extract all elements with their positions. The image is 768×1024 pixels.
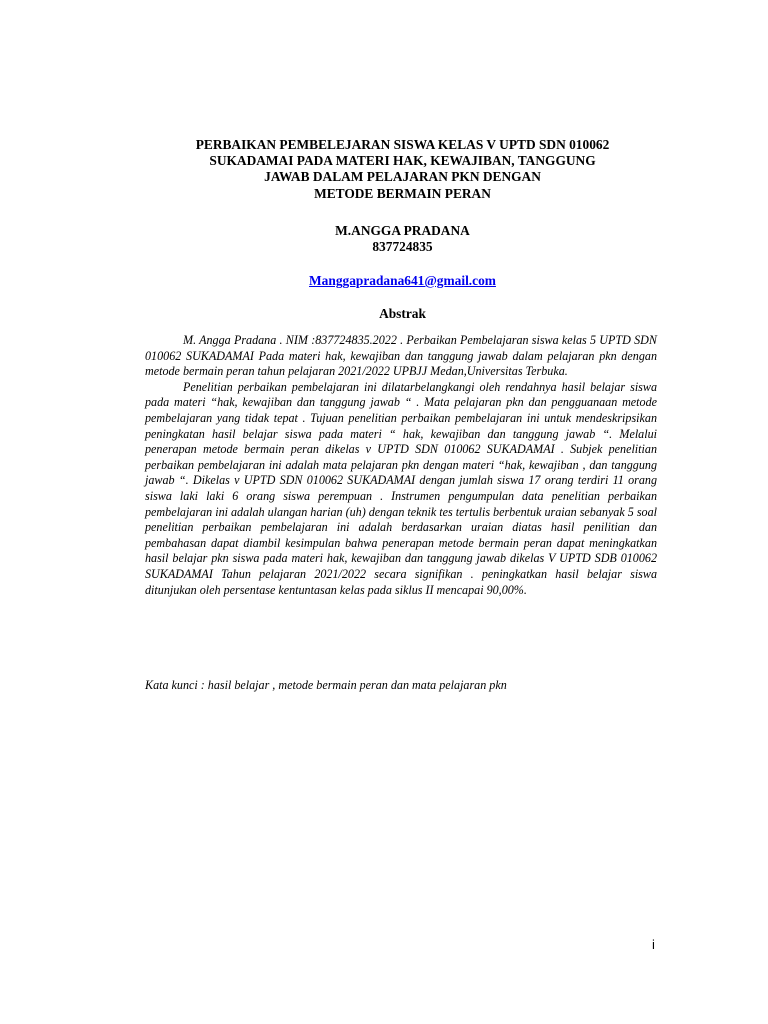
title-line: JAWAB DALAM PELAJARAN PKN DENGAN [264,169,541,185]
abstract-paragraph: M. Angga Pradana . NIM :837724835.2022 . Perbaikan Pembelajaran siswa kelas 5 UPTD SDN 010062 SUKADAMAI Pada materi hak, kewajiban dan tanggung jawab dalam pelajaran pkn dengan metode bermain peran tahun pelajaran 2021/2022 UPBJJ Medan,Universitas Terbuka. [145,333,657,379]
paper-title [130,137,675,202]
keywords: Kata kunci : hasil belajar , metode bermain peran dan mata pelajaran pkn [145,678,507,692]
author-email-link[interactable]: Manggapradana641@gmail.com [309,273,496,288]
title-line: METODE BERMAIN PERAN [314,185,491,201]
author-nim: 837724835 [372,239,433,255]
author-email-line [0,273,768,289]
abstract-paragraph: Penelitian perbaikan pembelajaran ini dilatarbelangkangi oleh rendahnya hasil belajar siswa pada materi “hak, kewajiban dan tanggung jawab “ . Mata pelajaran pkn dan pengguanaan metode pembelajaran yang tidak tepat . Tujuan penelitian perbaikan pembelajaran ini untuk mendeskripsikan peningkatan hasil belajar siswa pada materi “ hak, kewajiban dan tanggung jawab “. Melalui penerapan metode bermain peran dikelas v UPTD SDN 010062 SUKADAMAI . Subjek penelitian perbaikan pembelajaran ini adalah mata pelajaran pkn dengan materi “hak, kewajiban , dan tanggung jawab “. Dikelas v UPTD SDN 010062 SUKADAMAI dengan jumlah siswa 17 orang terdiri 11 orang siswa laki laki 6 orang siswa perempuan . Instrumen pengumpulan data penelitian perbaikan pembelajaran ini adalah ulangan harian (uh) dengan teknik tes tertulis berbentuk uraian sebanyak 5 soal penelitian perbaikan pembelajaran ini adalah berdasarkan uraian diatas hasil penilitian dan pembahasan dapat diambil kesimpulan bahwa penerapan metode bermain peran dapat meningkatkan hasil belajar pkn siswa pada materi hak, kewajiban dan tanggung jawab dikelas V UPTD SDB 010062 SUKADAMAI Tahun pelajaran 2021/2022 secara signifikan . peningkatkan hasil belajar siswa ditunjukan oleh persentase kentuntasan kelas pada siklus II mencapai 90,00%. [145,379,657,597]
abstract-body [145,333,657,598]
title-line: PERBAIKAN PEMBELEJARAN SISWA KELAS V UPTD SDN 010062 [195,137,610,152]
abstract-heading: Abstrak [379,306,426,321]
title-line: SUKADAMAI PADA MATERI HAK, KEWAJIBAN, TANGGUNG [209,153,596,169]
page-number: i [652,937,655,952]
author-block [0,223,768,256]
author-name: M.ANGGA PRADANA [335,223,470,238]
